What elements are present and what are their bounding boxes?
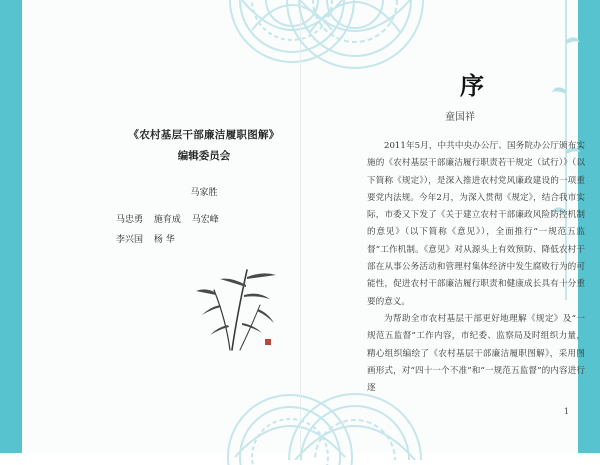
preface-body: [367, 138, 585, 397]
committee-title: 编辑委员会: [177, 150, 231, 162]
member-name: 杨 华: [153, 235, 175, 245]
paragraph: 为帮助全市农村基层干部更好地理解《规定》及“一规范五监督”工作内容，市纪委、监察局及时组织力量，精心组织编绘了《农村基层干部廉洁履职图解》，采用图画形式，对“四十一个不准”和“一规范五监督”的内容进行逐: [367, 313, 585, 394]
paragraph: 2011年5月，中共中央办公厅、国务院办公厅颁布实施的《农村基层干部廉洁履行职责若干规定（试行）》（以下简称《规定》），是深入推进农村党风廉政建设的一项重要党内法规。今年2月，为深入贯彻《规定》，结合我市实际，市委又下发了《关于建立农村干部廉政风险防控机制的意见》（以下简称《意见》），全面推行“一规范五监督”工作机制。《意见》对从源头上有效预防、降低农村干部在从事公务活动和管理村集体经济中发生腐败行为的可能性，促进农村干部廉洁履行职责和健康成长具有十分重要的意义。: [367, 141, 585, 307]
left-page: [22, 0, 300, 453]
member-name: 马忠勇: [116, 215, 144, 225]
right-page: [300, 0, 585, 453]
left-decorative-border: [0, 0, 22, 453]
preface-title: 序: [460, 71, 484, 100]
page-number: 1: [564, 407, 570, 416]
book-spread: [22, 0, 585, 453]
book-title: 《农村基层干部廉洁履职图解》: [128, 129, 280, 141]
member-list: [116, 210, 294, 250]
chief-editor: 马家胜: [190, 188, 218, 198]
preface-author: 童国祥: [445, 112, 475, 123]
member-name: 马宏峰: [191, 215, 219, 225]
lattice-ornament-top-right: [270, 0, 440, 72]
member-name: 施育成: [153, 215, 181, 225]
bamboo-ink-painting: [192, 265, 282, 355]
editorial-board: [114, 127, 294, 250]
member-name: 李兴国: [116, 235, 144, 245]
